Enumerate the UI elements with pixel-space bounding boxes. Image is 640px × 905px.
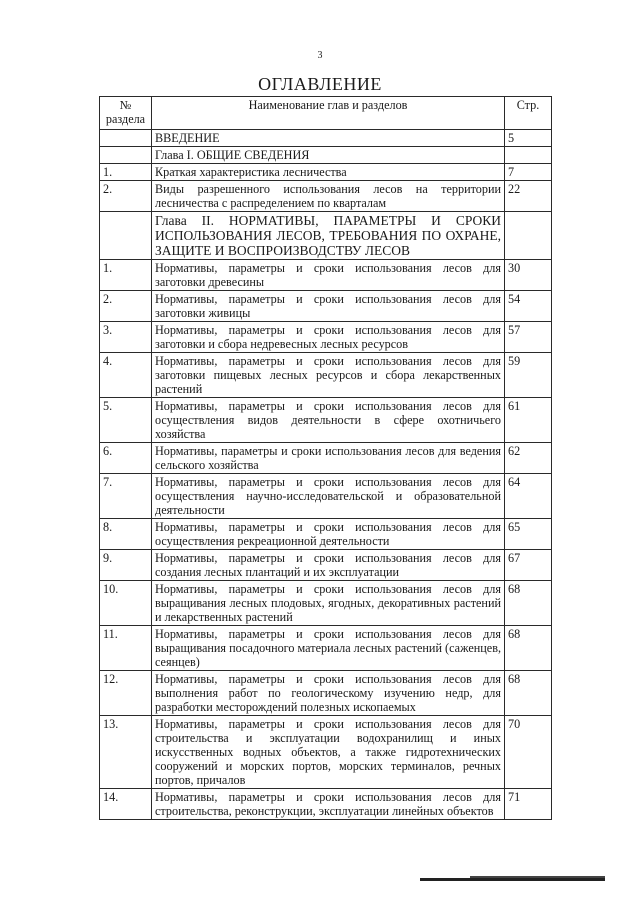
row-page: 62 [505, 443, 552, 474]
row-title: Краткая характеристика лесничества [152, 164, 505, 181]
row-title: Нормативы, параметры и сроки использования лесов для заготовки живицы [152, 291, 505, 322]
table-row [100, 581, 552, 626]
row-title: Нормативы, параметры и сроки использования лесов для осуществления рекреационной деятельности [152, 519, 505, 550]
row-title: Нормативы, параметры и сроки использования лесов для ведения сельского хозяйства [152, 443, 505, 474]
row-page: 67 [505, 550, 552, 581]
row-number: 3. [100, 322, 152, 353]
row-number: 2. [100, 291, 152, 322]
row-page: 64 [505, 474, 552, 519]
row-number: 7. [100, 474, 152, 519]
table-row [100, 260, 552, 291]
row-number: 5. [100, 398, 152, 443]
table-row [100, 164, 552, 181]
row-number [100, 130, 152, 147]
column-header-name [152, 97, 505, 130]
row-page: 5 [505, 130, 552, 147]
table-row [100, 671, 552, 716]
row-page: 22 [505, 181, 552, 212]
row-title: Нормативы, параметры и сроки использования лесов для осуществления видов деятельности в сфере охотничьего хозяйства [152, 398, 505, 443]
row-number [100, 147, 152, 164]
row-title: Нормативы, параметры и сроки использования лесов для заготовки и сбора недревесных лесных ресурсов [152, 322, 505, 353]
table-row [100, 181, 552, 212]
row-page: 7 [505, 164, 552, 181]
row-title: Нормативы, параметры и сроки использования лесов для заготовки пищевых лесных ресурсов и сбора лекарственных растений [152, 353, 505, 398]
page-number: 3 [317, 50, 323, 61]
table-row [100, 716, 552, 789]
table-row [100, 789, 552, 820]
row-page [505, 147, 552, 164]
row-title: Нормативы, параметры и сроки использования лесов для выполнения работ по геологическому изучению недр, для разработки месторождений полезных ископаемых [152, 671, 505, 716]
row-title: Глава II. НОРМАТИВЫ, ПАРАМЕТРЫ И СРОКИ ИСПОЛЬЗОВАНИЯ ЛЕСОВ, ТРЕБОВАНИЯ ПО ОХРАНЕ, ЗАЩИТЕ И ВОСПРОИЗВОДСТВУ ЛЕСОВ [152, 212, 505, 260]
row-number: 9. [100, 550, 152, 581]
row-page: 57 [505, 322, 552, 353]
row-title: Глава I. ОБЩИЕ СВЕДЕНИЯ [152, 147, 505, 164]
row-title: Нормативы, параметры и сроки использования лесов для осуществления научно-исследовательской и образовательной деятельности [152, 474, 505, 519]
row-title: Нормативы, параметры и сроки использования лесов для выращивания лесных плодовых, ягодных, декоративных растений и лекарственных растений [152, 581, 505, 626]
row-number: 10. [100, 581, 152, 626]
row-page: 68 [505, 671, 552, 716]
row-page: 68 [505, 626, 552, 671]
table-row [100, 550, 552, 581]
row-title: Нормативы, параметры и сроки использования лесов для создания лесных плантаций и их эксплуатации [152, 550, 505, 581]
column-header-page [505, 97, 552, 130]
table-row [100, 130, 552, 147]
row-number: 12. [100, 671, 152, 716]
row-title: Нормативы, параметры и сроки использования лесов для выращивания посадочного материала лесных растений (саженцев, сеянцев) [152, 626, 505, 671]
table-row [100, 398, 552, 443]
row-page: 54 [505, 291, 552, 322]
column-header-page-text: Стр. [516, 98, 540, 112]
table-row [100, 519, 552, 550]
row-number [100, 212, 152, 260]
row-page [505, 212, 552, 260]
row-title: Виды разрешенного использования лесов на территории лесничества с распределением по кварталам [152, 181, 505, 212]
row-number: 4. [100, 353, 152, 398]
column-header-number [100, 97, 152, 130]
table-row [100, 322, 552, 353]
row-title: Нормативы, параметры и сроки использования лесов для строительства, реконструкции, эксплуатации линейных объектов [152, 789, 505, 820]
row-number: 8. [100, 519, 152, 550]
row-page: 71 [505, 789, 552, 820]
row-number: 1. [100, 164, 152, 181]
row-number: 1. [100, 260, 152, 291]
row-title: Нормативы, параметры и сроки использования лесов для заготовки древесины [152, 260, 505, 291]
row-page: 30 [505, 260, 552, 291]
row-page: 70 [505, 716, 552, 789]
footer-rule [420, 878, 605, 881]
table-row [100, 626, 552, 671]
row-page: 68 [505, 581, 552, 626]
column-header-number-text: № раздела [105, 98, 146, 126]
table-row [100, 291, 552, 322]
table-of-contents [99, 96, 552, 820]
row-number: 11. [100, 626, 152, 671]
row-number: 14. [100, 789, 152, 820]
row-title: Нормативы, параметры и сроки использования лесов для строительства и эксплуатации водохранилищ и иных искусственных водных объектов, а также гидротехнических сооружений и морских портов, морских терминалов, речных портов, причалов [152, 716, 505, 789]
row-number: 2. [100, 181, 152, 212]
table-header-row [100, 97, 552, 130]
row-page: 59 [505, 353, 552, 398]
table-row [100, 147, 552, 164]
table-row [100, 353, 552, 398]
row-page: 65 [505, 519, 552, 550]
row-number: 13. [100, 716, 152, 789]
row-number: 6. [100, 443, 152, 474]
document-title: ОГЛАВЛЕНИЕ [258, 74, 382, 94]
table-row [100, 212, 552, 260]
row-page: 61 [505, 398, 552, 443]
table-row [100, 474, 552, 519]
row-title: ВВЕДЕНИЕ [152, 130, 505, 147]
column-header-name-text: Наименование глав и разделов [248, 98, 408, 112]
table-row [100, 443, 552, 474]
